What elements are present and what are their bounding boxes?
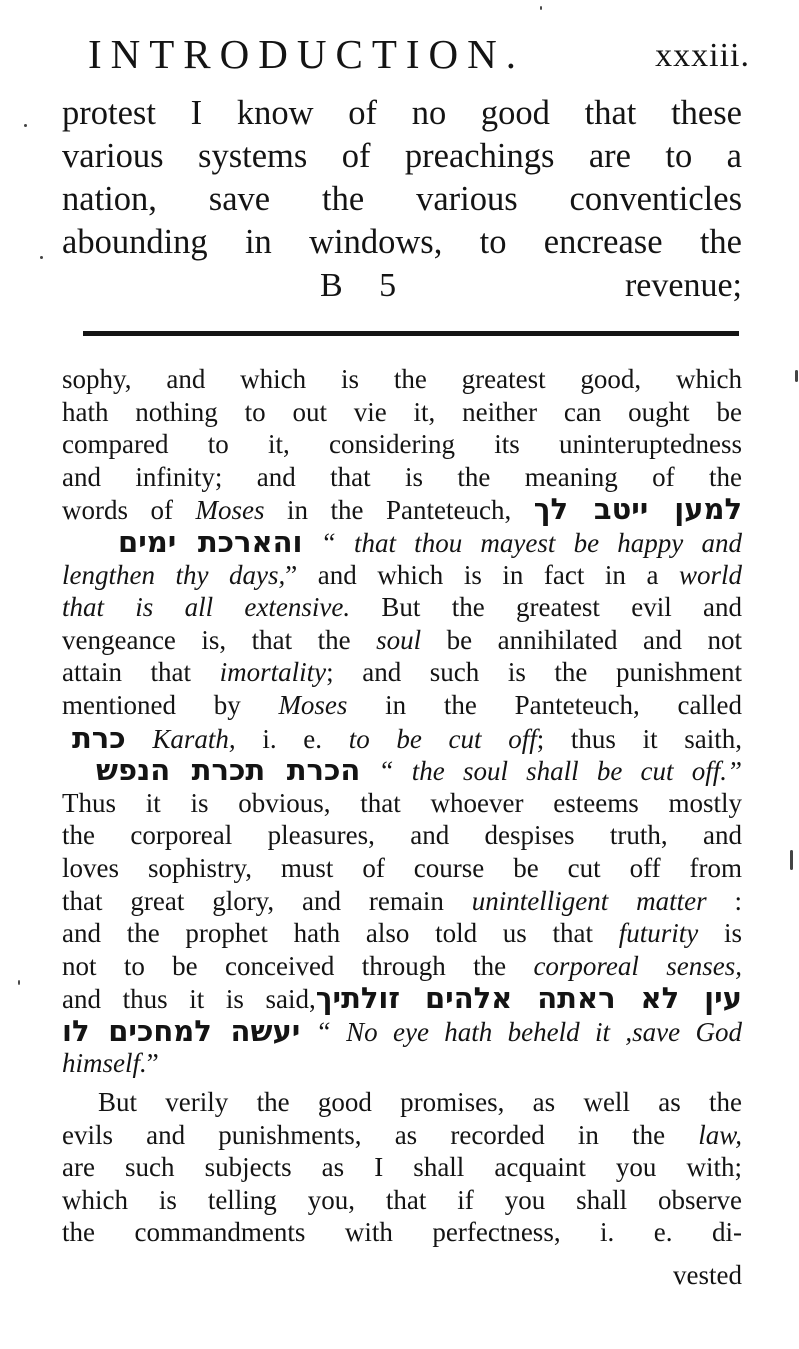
ink-speck xyxy=(795,370,798,382)
note-line: loves sophistry, must of course be cut off from xyxy=(62,852,742,883)
text-run: ” xyxy=(146,1048,159,1079)
note-line: sophy, and which is the greatest good, which xyxy=(62,364,742,394)
text-run: words of xyxy=(62,495,196,526)
note-line xyxy=(62,1119,742,1152)
running-title: INTRODUCTION. xyxy=(88,31,525,77)
italic-run: unintelligent matter xyxy=(471,885,707,916)
ink-speck xyxy=(540,6,542,10)
note-line xyxy=(62,950,742,983)
italic-run: soul xyxy=(376,624,422,655)
text-line: various systems of preachings are to a xyxy=(62,137,742,175)
hebrew-text: יעשה למחכים לו xyxy=(62,1013,301,1048)
footnote-block xyxy=(62,363,742,1249)
text-run: in the Panteteuch, called xyxy=(347,689,742,720)
italic-run: himself. xyxy=(62,1048,147,1079)
note-line xyxy=(62,624,742,657)
italic-run: world xyxy=(678,559,742,590)
text-run: that great glory, and remain xyxy=(62,885,472,916)
note-line: the commandments with perfectness, i. e. di- xyxy=(62,1217,742,1248)
hebrew-text: למען ייטב לך xyxy=(533,492,742,527)
text-run: : xyxy=(734,885,742,916)
ink-speck xyxy=(24,124,27,127)
italic-run: Karath, xyxy=(152,723,236,754)
italic-run: imortality xyxy=(219,657,327,688)
note-line: the corporeal pleasures, and despises truth, and xyxy=(62,820,742,851)
italic-run: Moses xyxy=(278,689,348,720)
text-run: attain that xyxy=(62,657,220,688)
italic-run: “ that thou mayest be happy and xyxy=(320,527,742,558)
italic-run: “ the soul shall be cut off.” xyxy=(378,756,742,787)
italic-run: law, xyxy=(698,1119,742,1150)
upper-text-block xyxy=(62,92,742,264)
page-number: xxxiii. xyxy=(655,37,750,74)
page-header xyxy=(88,28,750,88)
note-line xyxy=(62,656,742,689)
hebrew-text: עין לא ראתה אלהים זולתיך xyxy=(315,981,742,1016)
italic-run: corporeal senses, xyxy=(533,950,742,981)
note-line xyxy=(62,754,742,787)
bottom-catchword: vested xyxy=(673,1260,742,1290)
text-line: protest I know of no good that these xyxy=(62,94,742,132)
note-line xyxy=(62,722,742,755)
italic-run: that is all extensive. xyxy=(62,592,351,623)
text-run: ; and such is the punishment xyxy=(326,657,742,688)
italic-run: lengthen thy days, xyxy=(62,559,286,590)
signature-line xyxy=(62,266,742,306)
horizontal-rule xyxy=(83,331,739,336)
ink-speck xyxy=(790,850,793,870)
note-line xyxy=(62,689,742,722)
note-line: are such subjects as I shall acquaint you with; xyxy=(62,1152,742,1183)
hebrew-text: הכרת תכרת הנפש xyxy=(96,753,361,788)
note-line: hath nothing to out vie it, neither can ought be xyxy=(62,396,742,427)
catchword: revenue; xyxy=(624,267,742,304)
text-run: and the prophet hath also told us that xyxy=(62,918,619,949)
note-line xyxy=(62,917,742,950)
ink-speck xyxy=(18,980,20,985)
note-line xyxy=(62,982,742,1015)
text-line: abounding in windows, to encrease the xyxy=(62,223,742,261)
text-run: ” and which is in fact in a xyxy=(285,559,679,590)
text-run: ; thus it saith, xyxy=(536,723,742,754)
note-line: and infinity; and that is the meaning of the xyxy=(62,461,742,492)
note-line: compared to it, considering its uninteruptedness xyxy=(62,429,742,460)
note-line xyxy=(62,526,742,559)
note-line: But verily the good promises, as well as the xyxy=(98,1087,742,1118)
italic-run: “ No eye hath beheld it ,save God xyxy=(315,1016,742,1047)
italic-run: to be cut off xyxy=(348,723,537,754)
text-run: and thus it is said, xyxy=(62,984,316,1015)
note-line xyxy=(62,1015,742,1048)
ink-speck xyxy=(40,256,43,259)
text-run: be annihilated and not xyxy=(421,624,742,655)
note-line xyxy=(62,591,742,624)
note-line: which is telling you, that if you shall observe xyxy=(62,1184,742,1215)
text-run: vengeance is, that the xyxy=(62,624,377,655)
hebrew-text: כרת xyxy=(72,720,126,755)
signature-mark: B 5 xyxy=(320,267,411,304)
note-line xyxy=(62,559,742,592)
italic-run: futurity xyxy=(618,918,699,949)
note-line xyxy=(62,1047,742,1080)
text-run: i. e. xyxy=(235,723,349,754)
note-line xyxy=(62,493,742,526)
note-line xyxy=(62,885,742,918)
hebrew-text: והארכת ימים xyxy=(118,524,303,559)
note-line: Thus it is obvious, that whoever esteems mostly xyxy=(62,787,742,818)
text-run: mentioned by xyxy=(62,689,279,720)
text-run: not to be conceived through the xyxy=(62,950,534,981)
text-line: nation, save the various conventicles xyxy=(62,180,742,218)
text-run: in the Panteteuch, xyxy=(264,495,512,526)
text-run: evils and punishments, as recorded in the xyxy=(62,1119,699,1150)
text-run: But the greatest evil and xyxy=(350,592,742,623)
italic-run: Moses xyxy=(195,495,265,526)
text-run: is xyxy=(698,918,743,949)
